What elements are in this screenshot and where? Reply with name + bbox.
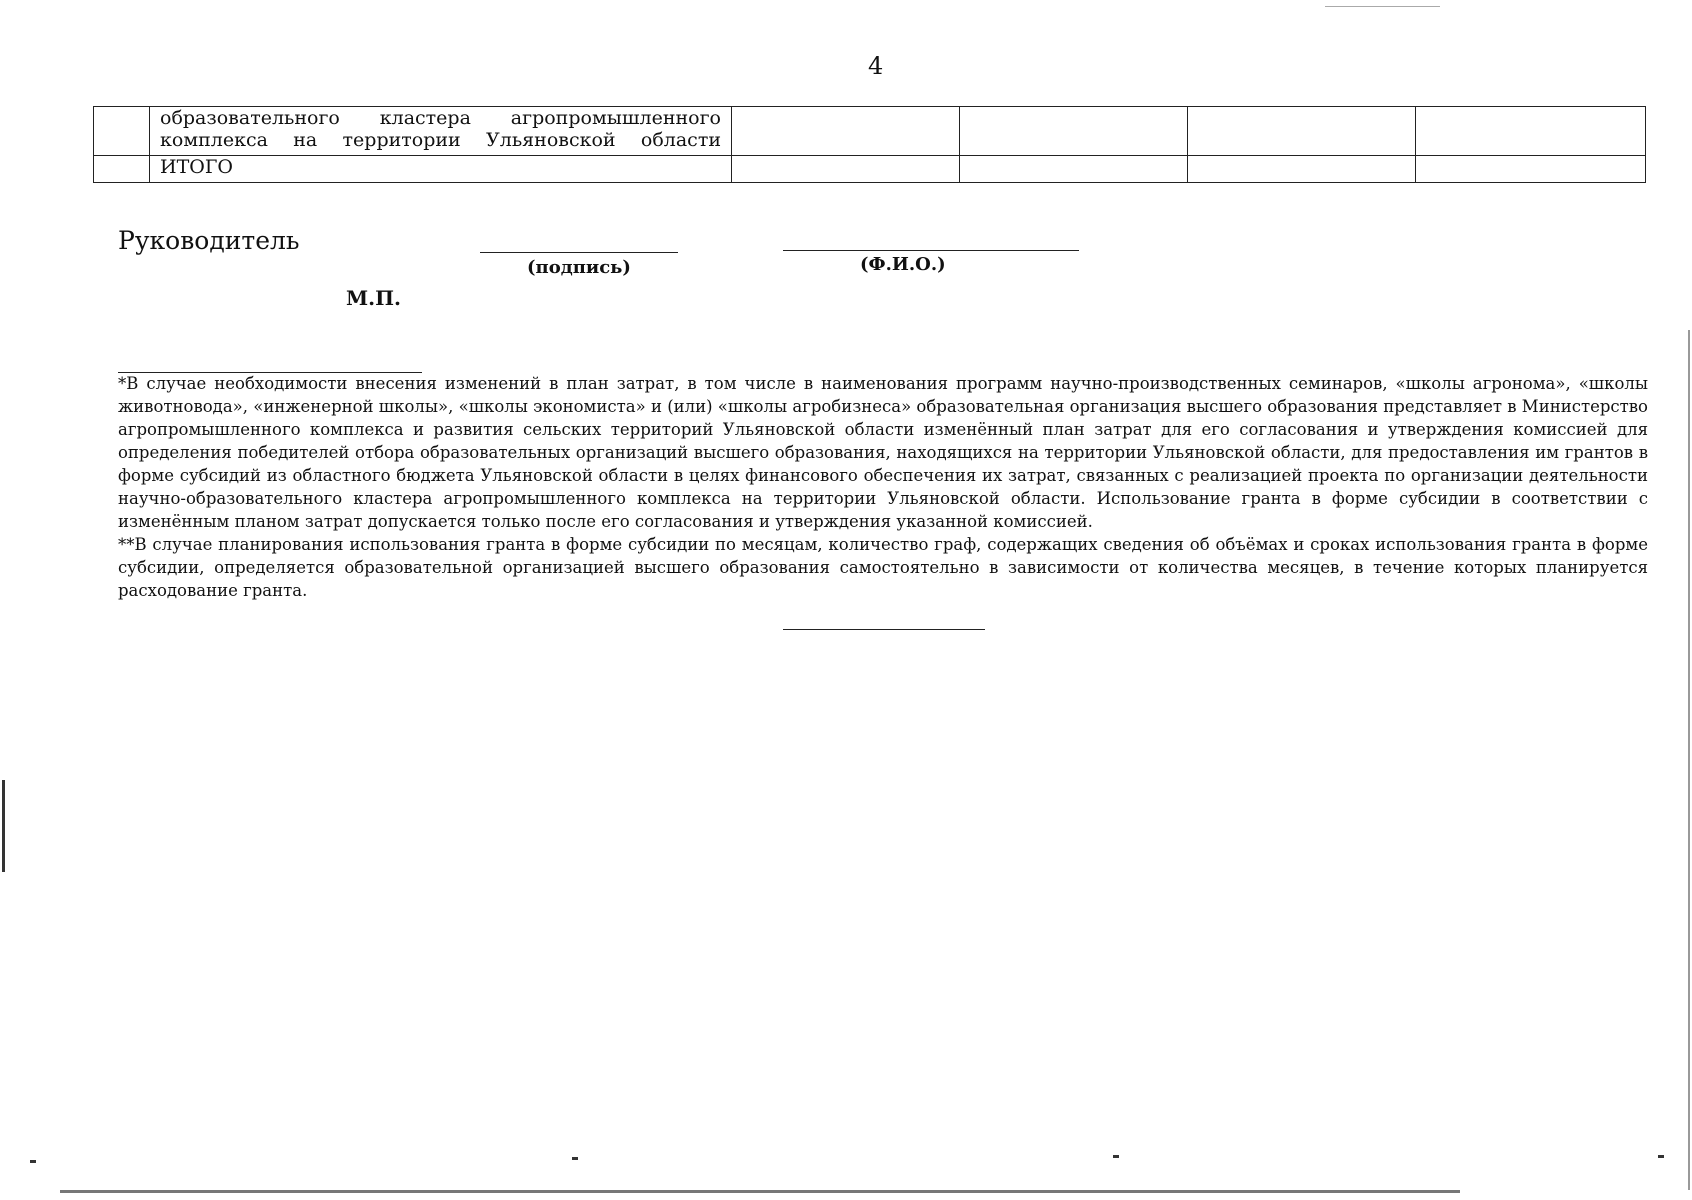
footnotes	[118, 372, 1648, 602]
footnote-2: **В случае планирования использования гранта в форме субсидии по месяцам, количество граф, содержащих сведения об объёмах и сроках использования гранта в форме субсидии, определяется образовательной организацией высшего образования самостоятельно в зависимости от количества месяцев, в течение которых планируется расходование гранта.	[118, 535, 1648, 600]
scan-artifact	[2, 780, 5, 872]
fio-caption: (Ф.И.О.)	[860, 254, 946, 275]
table-cell-value	[960, 107, 1188, 156]
scan-artifact	[60, 1190, 1460, 1193]
table-cell-name	[150, 107, 732, 156]
table-cell-value	[732, 107, 960, 156]
head-label: Руководитель	[118, 226, 300, 255]
scan-artifact	[1688, 330, 1690, 1190]
footnote-1: *В случае необходимости внесения изменений в план затрат, в том числе в наименования программ научно-производственных семинаров, «школы агронома», «школы животновода», «инженерной школы», «школы экономиста» и (или) «школы агробизнеса» образовательная организация высшего образования представляет в Министерство агропромышленного комплекса и развития сельских территорий Ульяновской области изменённый план затрат для его согласования и утверждения комиссией для определения победителей отбора образовательных организаций высшего образования, находящихся на территории Ульяновской области, для предоставления им грантов в форме субсидий из областного бюджета Ульяновской области в целях финансового обеспечения их затрат, связанных с реализацией проекта по организации деятельности научно-образовательного кластера агропромышленного комплекса на территории Ульяновской области. Использование гранта в форме субсидии в соответствии с изменённым планом затрат допускается только после его согласования и утверждения указанной комиссией.	[118, 374, 1648, 531]
table-cell-value	[1416, 156, 1646, 183]
scan-artifact	[1325, 6, 1440, 7]
table-row-total	[94, 156, 1646, 183]
table-cell-value	[960, 156, 1188, 183]
scan-artifact	[1113, 1155, 1119, 1158]
table-cell-value	[1188, 107, 1416, 156]
cost-plan-table	[93, 106, 1646, 183]
table-cell-value	[1416, 107, 1646, 156]
signature-line	[480, 252, 678, 253]
table-cell-value	[732, 156, 960, 183]
scan-artifact	[30, 1160, 36, 1163]
table-row	[94, 107, 1646, 156]
page-number: 4	[868, 52, 884, 80]
signature-caption: (подпись)	[527, 257, 631, 278]
table-cell-total-label: ИТОГО	[150, 156, 732, 183]
scan-artifact	[1658, 1155, 1664, 1158]
table-cell-value	[1188, 156, 1416, 183]
table-cell-number	[94, 156, 150, 183]
table-cell-name-text: образовательного кластера агропромышленного комплекса на территории Ульяновской области	[160, 107, 721, 151]
end-of-document-rule	[783, 629, 985, 630]
scan-artifact	[572, 1157, 578, 1160]
stamp-label: М.П.	[346, 286, 401, 310]
fio-line	[783, 250, 1079, 251]
table-cell-number	[94, 107, 150, 156]
